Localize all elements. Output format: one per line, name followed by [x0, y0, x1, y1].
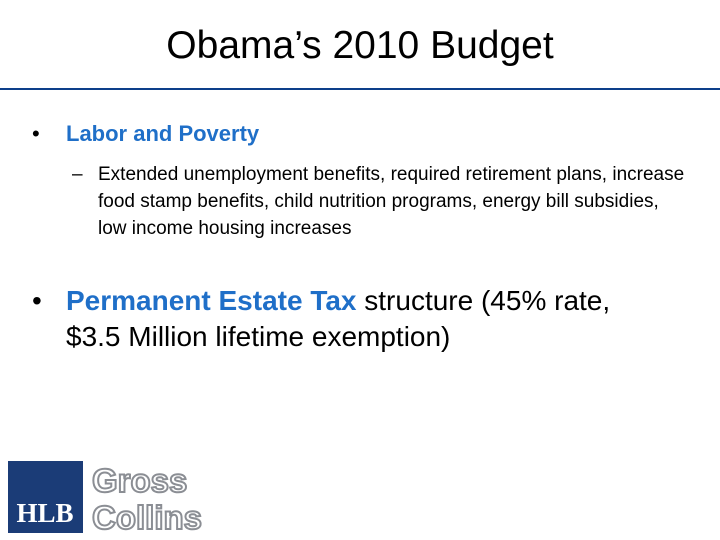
- bullet-rest: structure (45% rate, $3.5 Million lifetime exemption): [66, 285, 611, 352]
- hlb-gross-collins-logo: [8, 459, 264, 535]
- logo-mark-text: HLB: [16, 498, 74, 528]
- sub-bullet-text: Extended unemployment benefits, required retirement plans, increase food stamp benefits, child nutrition programs, energy bill subsidies, low income housing increases: [98, 164, 685, 239]
- bullet-marker: •: [32, 121, 40, 146]
- sub-bullet-marker: –: [72, 164, 83, 185]
- bullet-highlight: Permanent Estate Tax: [66, 285, 357, 316]
- slide-title: Obama’s 2010 Budget: [166, 24, 554, 67]
- logo-line-collins: Collins: [92, 499, 203, 535]
- bullet-heading: Labor and Poverty: [66, 121, 260, 146]
- bullet-text: [66, 283, 666, 355]
- logo-line-gross: Gross: [92, 462, 188, 499]
- title-divider: [0, 88, 720, 90]
- bullet-marker: •: [32, 285, 42, 316]
